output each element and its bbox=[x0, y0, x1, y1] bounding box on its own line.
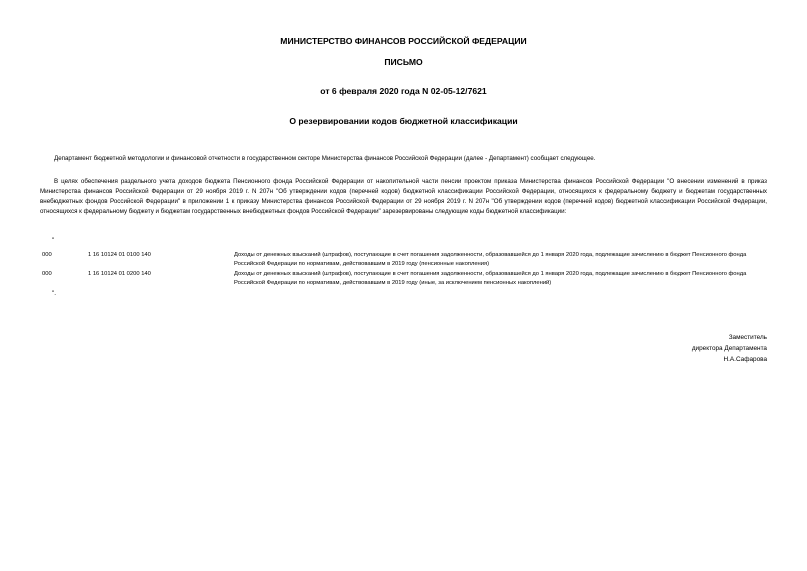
code-description: Доходы от денежных взысканий (штрафов), поступающие в счет погашения задолженности, образовавшейся до 1 января 2020 года, подлежащие зачислению в бюджет Пенсионного фонда Российской Федерации по нормативам, действовавшим в 2019 году (иные, за исключением пенсионных накоплений) bbox=[234, 271, 747, 286]
document-type: ПИСЬМО bbox=[384, 57, 423, 67]
budget-code: 1 16 10124 01 0100 140 bbox=[88, 252, 151, 258]
document-subject: О резервировании кодов бюджетной классификации bbox=[289, 116, 518, 126]
paragraph-intro: Департамент бюджетной методологии и финансовой отчетности в государственном секторе Министерства финансов Российской Федерации (далее - Департамент) сообщает следующее. bbox=[54, 155, 596, 162]
signature-title-line-1: Заместитель bbox=[728, 334, 767, 341]
signature-name: Н.А.Сафарова bbox=[723, 356, 767, 363]
quote-close-mark: ". bbox=[52, 290, 57, 297]
ministry-heading: МИНИСТЕРСТВО ФИНАНСОВ РОССИЙСКОЙ ФЕДЕРАЦИИ bbox=[280, 36, 527, 46]
signature-block bbox=[692, 332, 767, 365]
quote-open-mark: " bbox=[52, 237, 55, 244]
paragraph-main: В целях обеспечения раздельного учета доходов бюджета Пенсионного фонда Российской Федерации от накопительной части пенсии проектом приказа Министерства финансов Российской Федерации "О внесении изменений в приказ Министерства финансов Российской Федерации от 29 ноября 2019 г. N 207н "Об утверждении кодов (перечней кодов) бюджетной классификации Российской Федерации, относящихся к федеральному бюджету и бюджетам государственных внебюджетных фондов Российской Федерации" в приложении 1 к приказу Министерства финансов Российской Федерации от 29 ноября 2019 г. N 207н "Об утверждении кодов (перечней кодов) бюджетной классификации Российской Федерации, относящихся к федеральному бюджету и бюджетам государственных внебюджетных фондов Российской Федерации" зарезервированы следующие коды бюджетной классификации: bbox=[40, 178, 767, 215]
code-description: Доходы от денежных взысканий (штрафов), поступающие в счет погашения задолженности, образовавшейся до 1 января 2020 года, подлежащие зачислению в бюджет Пенсионного фонда Российской Федерации по нормативам, действовавшим в 2019 году (пенсионные накопления) bbox=[234, 252, 747, 267]
signature-title-line-2: директора Департамента bbox=[691, 345, 767, 352]
admin-code: 000 bbox=[42, 271, 52, 277]
admin-code: 000 bbox=[42, 252, 52, 258]
budget-code: 1 16 10124 01 0200 140 bbox=[88, 271, 151, 277]
document-date-number: от 6 февраля 2020 года N 02-05-12/7621 bbox=[320, 86, 487, 96]
